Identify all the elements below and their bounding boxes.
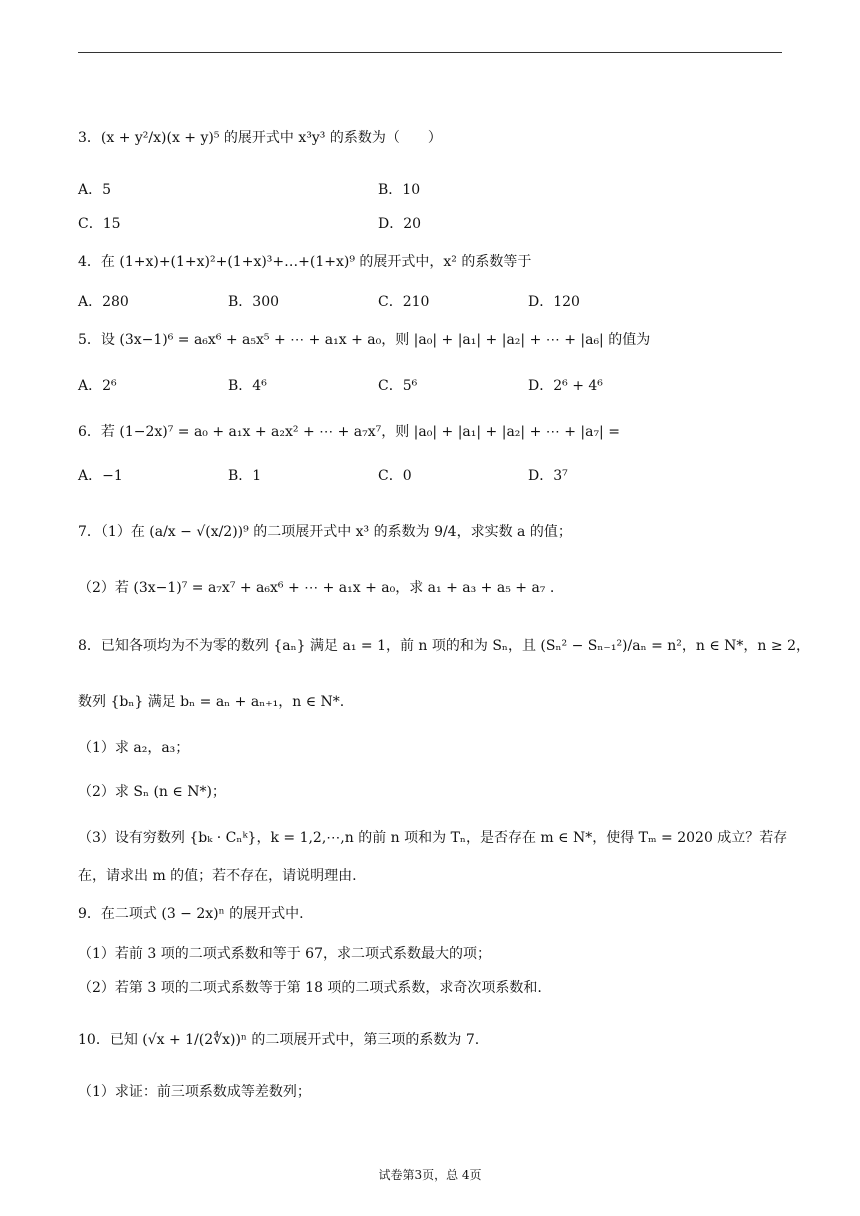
q5-option-b: B．4⁶ bbox=[228, 378, 267, 394]
question-7-part-2: （2）若 (3x−1)⁷ = a₇x⁷ + a₆x⁶ + ⋯ + a₁x + a₀，求 a₁ + a₃ + a₅ + a₇ . bbox=[78, 580, 555, 596]
q6-option-d: D．3⁷ bbox=[528, 468, 568, 484]
q3-option-c: C．15 bbox=[78, 216, 121, 232]
question-9-part-2: （2）若第 3 项的二项式系数等于第 18 项的二项式系数，求奇次项系数和. bbox=[78, 980, 542, 996]
question-5-stem: 5．设 (3x−1)⁶ = a₆x⁶ + a₅x⁵ + ⋯ + a₁x + a₀，则 |a₀| + |a₁| + |a₂| + ⋯ + |a₆| 的值为 bbox=[78, 332, 651, 348]
question-9-stem: 9．在二项式 (3 − 2x)ⁿ 的展开式中. bbox=[78, 906, 304, 922]
q5-option-d: D．2⁶ + 4⁶ bbox=[528, 378, 603, 394]
question-8-line-1: 8．已知各项均为不为零的数列 {aₙ} 满足 a₁ = 1，前 n 项的和为 Sₙ，且 (Sₙ² − Sₙ₋₁²)/aₙ = n²，n ∈ N*，n ≥ 2， bbox=[78, 638, 810, 654]
question-8-part-3-line-1: （3）设有穷数列 {bₖ · Cₙᵏ}，k = 1,2,⋯,n 的前 n 项和为 Tₙ，是否存在 m ∈ N*，使得 Tₘ = 2020 成立？若存 bbox=[78, 830, 788, 846]
q3-option-d: D．20 bbox=[378, 216, 422, 232]
q4-option-c: C．210 bbox=[378, 294, 430, 310]
question-8-part-3-line-2: 在，请求出 m 的值；若不存在，请说明理由. bbox=[78, 868, 357, 884]
question-8-part-1: （1）求 a₂，a₃； bbox=[78, 740, 190, 756]
question-4-stem: 4．在 (1+x)+(1+x)²+(1+x)³+…+(1+x)⁹ 的展开式中，x² 的系数等于 bbox=[78, 254, 532, 270]
q3-option-a: A．5 bbox=[78, 182, 112, 198]
question-7-part-1: 7．（1）在 (a/x − √(x/2))⁹ 的二项展开式中 x³ 的系数为 9/4，求实数 a 的值； bbox=[78, 524, 572, 540]
q3-option-b: B．10 bbox=[378, 182, 421, 198]
question-10-part-1: （1）求证：前三项系数成等差数列； bbox=[78, 1084, 311, 1100]
q5-option-c: C．5⁶ bbox=[378, 378, 418, 394]
q4-option-a: A．280 bbox=[78, 294, 129, 310]
q6-option-c: C．0 bbox=[378, 468, 412, 484]
page-footer: 试卷第3页，总 4页 bbox=[378, 1168, 482, 1182]
question-3-stem: 3．(x + y²/x)(x + y)⁵ 的展开式中 x³y³ 的系数为（ ） bbox=[78, 130, 442, 146]
question-6-stem: 6．若 (1−2x)⁷ = a₀ + a₁x + a₂x² + ⋯ + a₇x⁷，则 |a₀| + |a₁| + |a₂| + ⋯ + |a₇| = bbox=[78, 424, 620, 440]
q6-option-b: B．1 bbox=[228, 468, 262, 484]
question-8-line-2: 数列 {bₙ} 满足 bₙ = aₙ + aₙ₊₁，n ∈ N*. bbox=[78, 694, 345, 710]
q6-option-a: A．−1 bbox=[78, 468, 123, 484]
question-9-part-1: （1）若前 3 项的二项式系数和等于 67，求二项式系数最大的项； bbox=[78, 946, 491, 962]
q5-option-a: A．2⁶ bbox=[78, 378, 117, 394]
q4-option-b: B．300 bbox=[228, 294, 280, 310]
q4-option-d: D．120 bbox=[528, 294, 580, 310]
header-rule bbox=[78, 52, 782, 53]
question-10-stem: 10．已知 (√x + 1/(2∜x))ⁿ 的二项展开式中，第三项的系数为 7. bbox=[78, 1032, 480, 1048]
question-8-part-2: （2）求 Sₙ (n ∈ N*)； bbox=[78, 784, 226, 800]
